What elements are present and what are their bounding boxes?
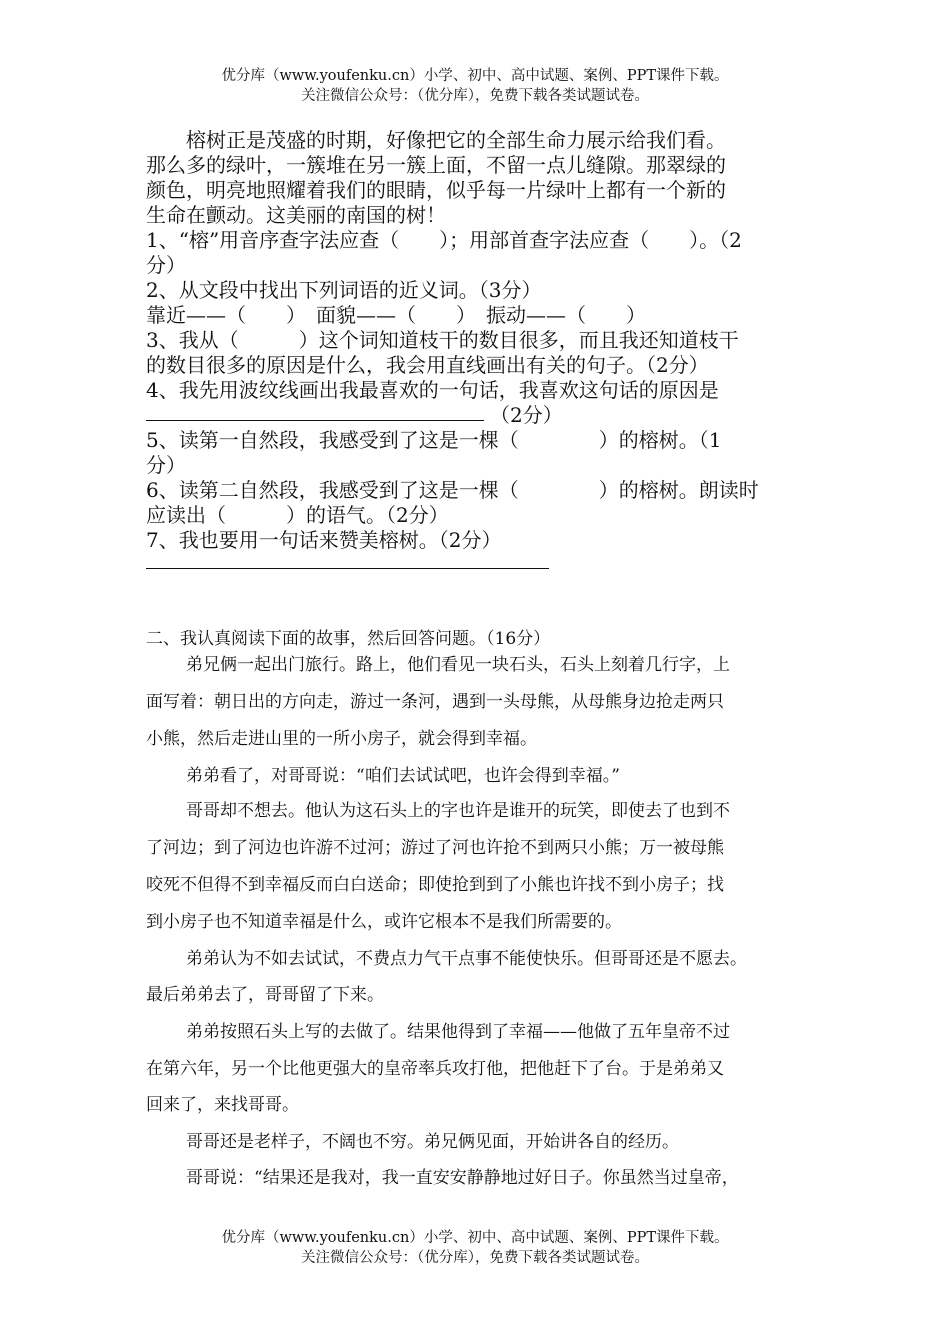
page-header <box>0 66 950 106</box>
footer-line-1: 优分库（www.youfenku.cn）小学、初中、高中试题、案例、PPT课件下载。 <box>221 1230 729 1246</box>
story-line: 回来了，来找哥哥。 <box>146 1095 299 1115</box>
story-line: 弟兄俩一起出门旅行。路上，他们看见一块石头，石头上刻着几行字，上 <box>186 655 730 675</box>
story-line: 弟弟按照石头上写的去做了。结果他得到了幸福——他做了五年皇帝不过 <box>186 1022 730 1042</box>
header-line-2: 关注微信公众号：（优分库），免费下载各类试题试卷。 <box>301 88 649 104</box>
question-6-cont: 应读出（ ）的语气。（2分） <box>146 503 449 527</box>
question-5: 5、读第一自然段，我感受到了这是一棵（ ）的榕树。（1 <box>146 428 722 452</box>
story-line: 哥哥说：“结果还是我对，我一直安安静静地过好日子。你虽然当过皇帝， <box>186 1168 739 1188</box>
story-line: 咬死不但得不到幸福反而白白送命；即使抢到到了小熊也许找不到小房子；找 <box>146 875 724 895</box>
passage-line: 那么多的绿叶，一簇堆在另一簇上面，不留一点儿缝隙。那翠绿的 <box>146 153 726 177</box>
passage-line: 颜色，明亮地照耀着我们的眼睛，似乎每一片绿叶上都有一个新的 <box>146 178 726 202</box>
passage-line: 生命在颤动。这美丽的南国的树！ <box>146 203 446 227</box>
header-line-1: 优分库（www.youfenku.cn）小学、初中、高中试题、案例、PPT课件下载。 <box>221 68 729 84</box>
story-line: 哥哥却不想去。他认为这石头上的字也许是谁开的玩笑，即使去了也到不 <box>186 801 730 821</box>
footer-line-2: 关注微信公众号：（优分库），免费下载各类试题试卷。 <box>301 1250 649 1266</box>
story-line: 弟弟看了，对哥哥说：“咱们去试试吧，也许会得到幸福。” <box>186 766 620 786</box>
answer-line <box>146 420 484 421</box>
question-6: 6、读第二自然段，我感受到了这是一棵（ ）的榕树。朗读时 <box>146 478 759 502</box>
question-4-score: （2分） <box>490 403 563 427</box>
question-1: 1、“榕”用音序查字法应查（ ）；用部首查字法应查（ ）。（2 <box>146 228 742 252</box>
question-5-cont: 分） <box>146 453 186 477</box>
question-3-cont: 的数目很多的原因是什么，我会用直线画出有关的句子。（2分） <box>146 353 709 377</box>
story-line: 弟弟认为不如去试试，不费点力气干点事不能使快乐。但哥哥还是不愿去。 <box>186 949 747 969</box>
question-2-words: 靠近——（ ） 面貌——（ ） 振动——（ ） <box>146 303 646 327</box>
question-4: 4、我先用波纹线画出我最喜欢的一句话，我喜欢这句话的原因是 <box>146 378 719 402</box>
question-7: 7、我也要用一句话来赞美榕树。（2分） <box>146 528 502 552</box>
story-line: 到小房子也不知道幸福是什么，或许它根本不是我们所需要的。 <box>146 912 622 932</box>
story-line: 在第六年，另一个比他更强大的皇帝率兵攻打他，把他赶下了台。于是弟弟又 <box>146 1059 724 1079</box>
story-line: 哥哥还是老样子，不阔也不穷。弟兄俩见面，开始讲各自的经历。 <box>186 1132 679 1152</box>
story-line: 最后弟弟去了，哥哥留了下来。 <box>146 985 384 1005</box>
passage-line: 榕树正是茂盛的时期，好像把它的全部生命力展示给我们看。 <box>186 128 726 152</box>
question-2: 2、从文段中找出下列词语的近义词。（3分） <box>146 278 542 302</box>
story-line: 小熊，然后走进山里的一所小房子，就会得到幸福。 <box>146 729 537 749</box>
story-line: 面写着：朝日出的方向走，游过一条河，遇到一头母熊，从母熊身边抢走两只 <box>146 692 724 712</box>
answer-line <box>146 568 549 569</box>
question-1-cont: 分） <box>146 253 186 277</box>
page-footer <box>0 1228 950 1268</box>
section-2-title: 二、我认真阅读下面的故事，然后回答问题。（16分） <box>146 629 551 649</box>
question-3: 3、我从（ ）这个词知道枝干的数目很多，而且我还知道枝干 <box>146 328 739 352</box>
story-line: 了河边；到了河边也许游不过河；游过了河也许抢不到两只小熊；万一被母熊 <box>146 838 724 858</box>
